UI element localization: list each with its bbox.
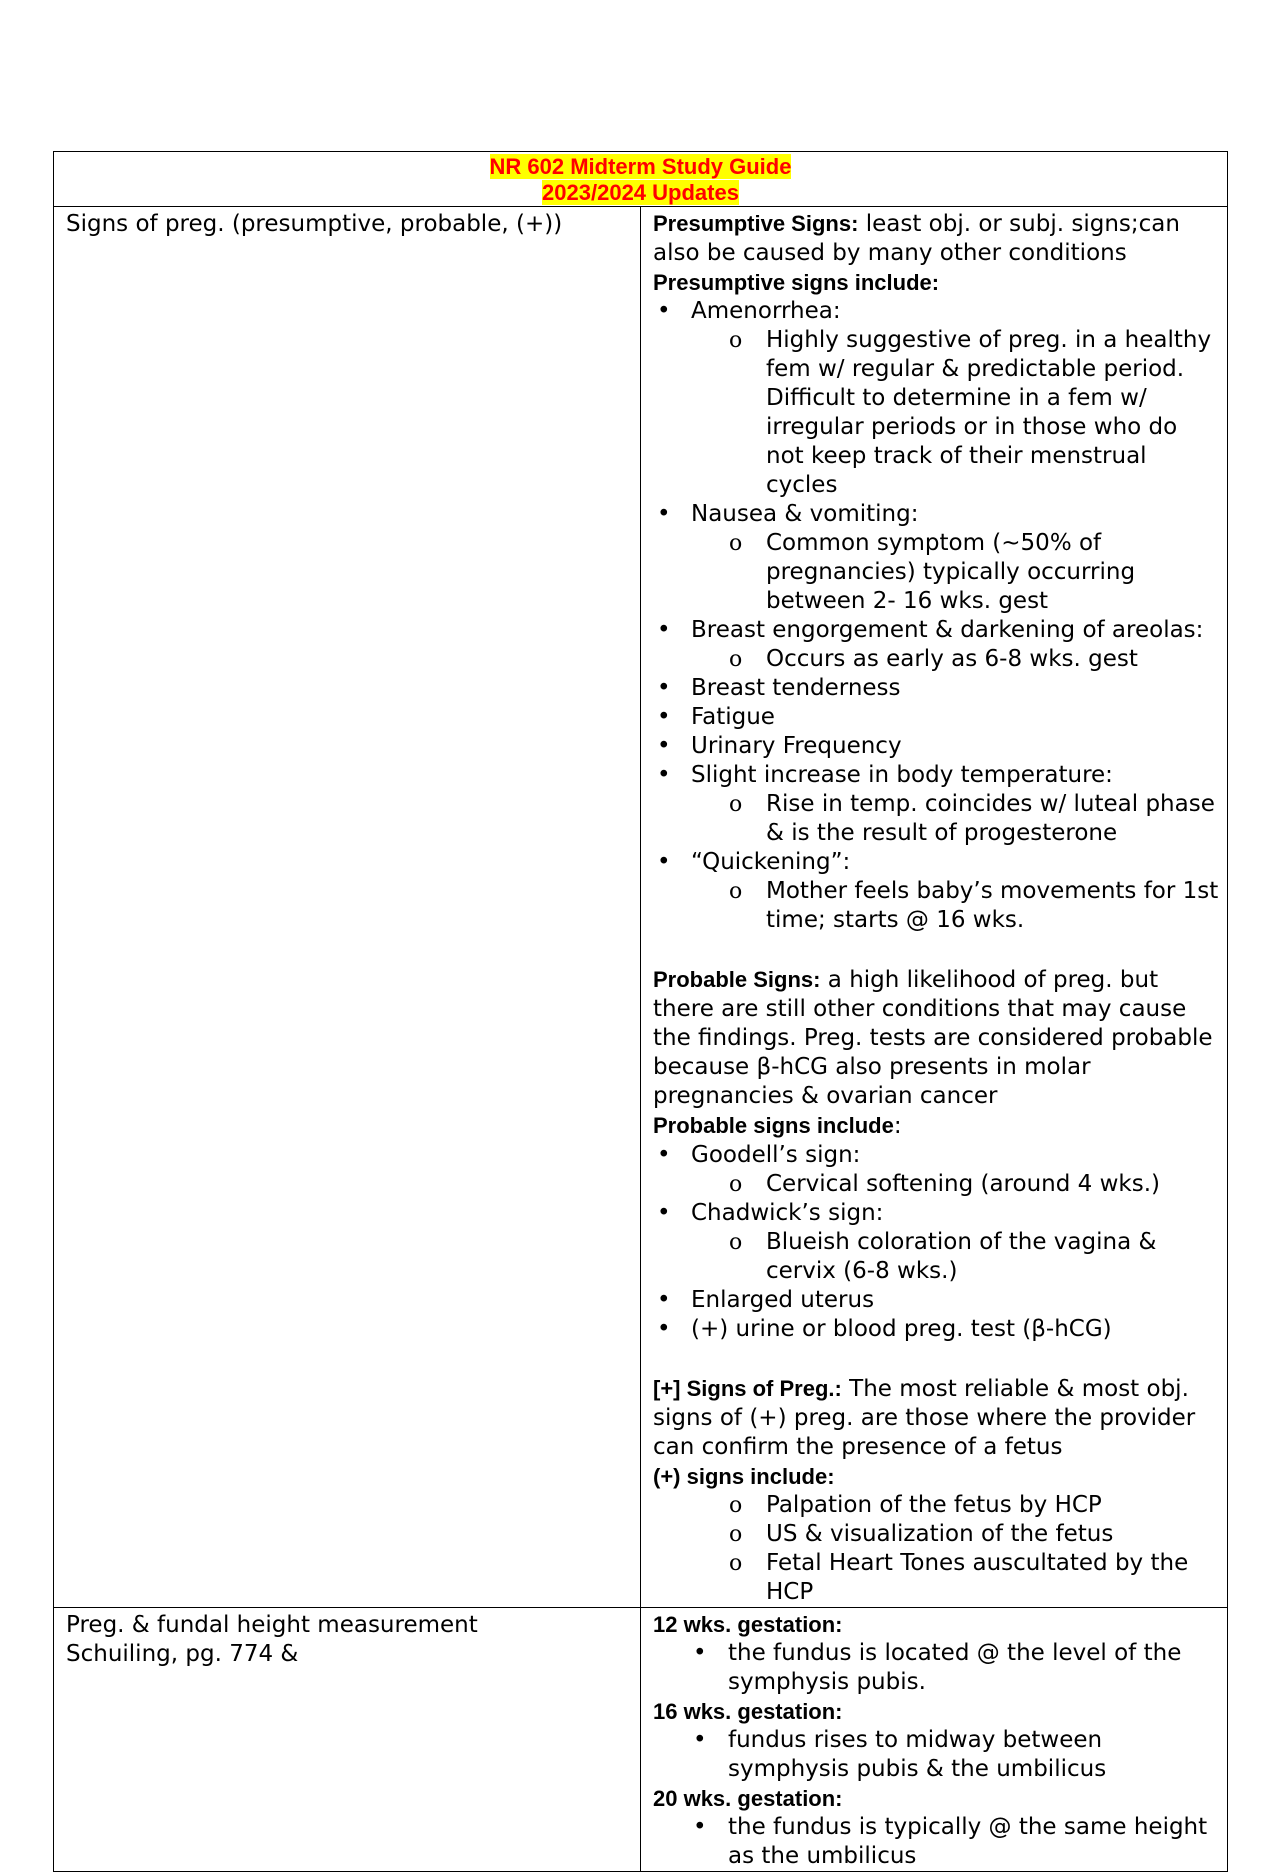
list-item: • Nausea & vomiting: [653, 500, 1219, 529]
sub-list-item: o US & visualization of the fetus [653, 1520, 1219, 1549]
fundal-height-row [54, 1608, 1228, 1872]
list-item: • the fundus is typically @ the same height as the umbilicus [653, 1813, 1219, 1871]
topic-reference: Schuiling, pg. 774 & [66, 1641, 299, 1667]
presumptive-list [653, 297, 1219, 935]
spacer [653, 935, 1219, 965]
sub-list-item: o Cervical softening (around 4 wks.) [653, 1170, 1219, 1199]
list-item: • Slight increase in body temperature: [653, 761, 1219, 790]
sub-list-item: o Highly suggestive of preg. in a healthy fem w/ regular & predictable period. Difficult to determine in a fem w/ irregular periods or in those who do not keep track of their menstrual cycles [653, 326, 1219, 500]
presumptive-label: Presumptive Signs: [653, 211, 859, 236]
topic-cell [54, 1608, 641, 1872]
title-cell [54, 152, 1228, 207]
list-item: • Breast engorgement & darkening of areolas: [653, 616, 1219, 645]
list-item: • Amenorrhea: [653, 297, 1219, 326]
list-item: • Breast tenderness [653, 674, 1219, 703]
topic-text: Signs of preg. (presumptive, probable, (+)) [66, 211, 563, 237]
presumptive-desc: least obj. or subj. signs;can also be caused by many other conditions [653, 211, 1180, 266]
probable-label: Probable Signs: [653, 967, 821, 992]
list-item: • (+) urine or blood preg. test (β-hCG) [653, 1315, 1219, 1344]
gestation-heading: 20 wks. gestation: [653, 1786, 843, 1811]
sub-list-item: o Fetal Heart Tones auscultated by the HCP [653, 1549, 1219, 1607]
list-item: • the fundus is located @ the level of the symphysis pubis. [653, 1639, 1219, 1697]
study-guide-table [53, 151, 1228, 1872]
topic-cell [54, 207, 641, 1608]
positive-list [653, 1491, 1219, 1607]
content-cell [641, 207, 1228, 1608]
presumptive-intro [653, 209, 1219, 268]
sub-list-item: o Blueish coloration of the vagina & cervix (6-8 wks.) [653, 1228, 1219, 1286]
presumptive-include-label: Presumptive signs include: [653, 270, 940, 295]
list-item: • Goodell’s sign: [653, 1141, 1219, 1170]
positive-intro [653, 1374, 1219, 1462]
signs-of-pregnancy-row [54, 207, 1228, 1608]
sub-list-item: o Common symptom (~50% of pregnancies) typically occurring between 2- 16 wks. gest [653, 529, 1219, 616]
probable-desc: a high likelihood of preg. but there are still other conditions that may cause the findings. Preg. tests are considered probable because β-hCG also presents in molar pregnancies & ovarian cancer [653, 967, 1213, 1109]
list-item: • fundus rises to midway between symphysis pubis & the umbilicus [653, 1726, 1219, 1784]
content-cell [641, 1608, 1228, 1872]
list-item: • Chadwick’s sign: [653, 1199, 1219, 1228]
title-line-1: NR 602 Midterm Study Guide [489, 154, 792, 179]
topic-text: Preg. & fundal height measurement [66, 1612, 478, 1638]
gestation-heading: 16 wks. gestation: [653, 1699, 843, 1724]
title-line-2: 2023/2024 Updates [542, 180, 739, 205]
list-item: • “Quickening”: [653, 848, 1219, 877]
gestation-list [653, 1813, 1219, 1871]
list-item: • Urinary Frequency [653, 732, 1219, 761]
sub-list-item: o Rise in temp. coincides w/ luteal phase & is the result of progesterone [653, 790, 1219, 848]
sub-list-item: o Occurs as early as 6-8 wks. gest [653, 645, 1219, 674]
probable-include-suffix: : [893, 1113, 902, 1139]
gestation-list [653, 1639, 1219, 1697]
positive-label: [+] Signs of Preg.: [653, 1376, 842, 1401]
gestation-list [653, 1726, 1219, 1784]
probable-include-line [653, 1111, 1219, 1141]
probable-list [653, 1141, 1219, 1344]
sub-list-item: o Mother feels baby’s movements for 1st time; starts @ 16 wks. [653, 877, 1219, 935]
spacer [653, 1344, 1219, 1374]
positive-desc: The most reliable & most obj. signs of (+) preg. are those where the provider can confirm the presence of a fetus [653, 1376, 1196, 1460]
list-item: • Enlarged uterus [653, 1286, 1219, 1315]
title-row [54, 152, 1228, 207]
probable-include-label: Probable signs include [653, 1113, 894, 1138]
positive-include-label: (+) signs include: [653, 1464, 835, 1489]
probable-intro [653, 965, 1219, 1111]
list-item: • Fatigue [653, 703, 1219, 732]
sub-list-item: o Palpation of the fetus by HCP [653, 1491, 1219, 1520]
gestation-heading: 12 wks. gestation: [653, 1612, 843, 1637]
